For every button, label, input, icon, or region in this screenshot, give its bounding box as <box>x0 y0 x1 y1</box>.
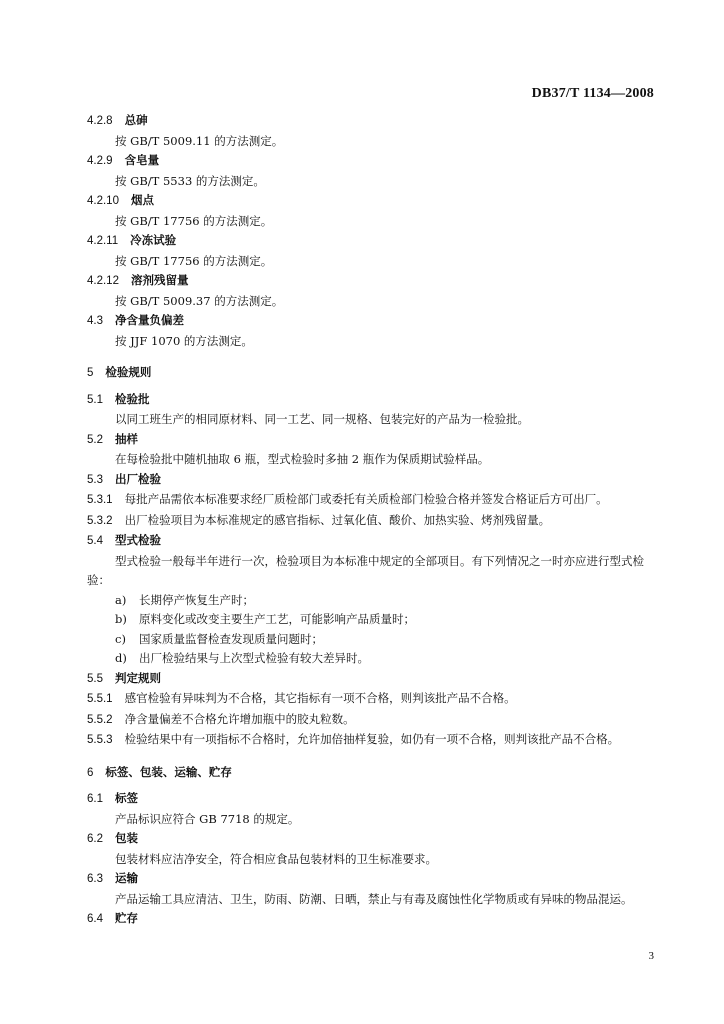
clause-heading <box>87 390 657 411</box>
clause-heading <box>87 191 657 212</box>
clause-text: 感官检验有异味判为不合格，其它指标有一项不合格，则判该批产品不合格。 <box>124 691 516 705</box>
clause-text: 出厂检验项目为本标准规定的感官指标、过氧化值、酸价、加热实验、烤剂残留量。 <box>124 512 551 527</box>
chapter-number: 5 <box>87 367 94 379</box>
clause-heading <box>87 531 657 552</box>
clause-heading <box>87 869 657 890</box>
clause-heading <box>87 271 657 292</box>
list-marker: a) <box>115 592 127 607</box>
clause-title: 包装 <box>115 831 138 845</box>
clause-text: 产品运输工具应清洁、卫生，防雨、防潮、日晒，禁止与有毒及腐蚀性化学物质或有异味的物品混运。 <box>115 891 633 906</box>
clause-heading <box>87 789 657 810</box>
chapter-number: 6 <box>87 766 94 779</box>
list-marker: d) <box>115 651 127 665</box>
clause-title: 出厂检验 <box>115 471 161 486</box>
standard-code: DB37/T 1134—2008 <box>531 86 654 101</box>
clause-number: 5.4 <box>87 535 103 547</box>
clause-title: 检验批 <box>115 391 150 406</box>
clause-title: 含皂量 <box>124 153 160 167</box>
clause-number: 4.2.12 <box>87 275 119 287</box>
clause-paragraph <box>87 730 657 751</box>
clause-text: 净含量偏差不合格允许增加瓶中的胶丸粒数。 <box>124 711 355 726</box>
clause-number: 5.5.1 <box>87 693 113 705</box>
clause-text: 按 GB/T 5533 的方法测定。 <box>115 173 265 188</box>
list-item <box>87 649 657 669</box>
clause-title: 总砷 <box>124 113 148 127</box>
clause-heading <box>87 909 657 930</box>
clause-number: 4.2.11 <box>87 235 119 247</box>
clause-text: 在每检验批中随机抽取 6 瓶，型式检验时多抽 2 瓶作为保质期试验样品。 <box>115 452 490 466</box>
clause-title: 判定规则 <box>115 670 161 685</box>
clause-text: 产品标识应符合 GB 7718 的规定。 <box>115 811 300 826</box>
clause-text: 按 GB/T 5009.11 的方法测定。 <box>115 133 284 148</box>
list-marker: c) <box>115 631 126 646</box>
clause-title: 冷冻试验 <box>130 233 177 247</box>
clause-title: 烟点 <box>130 193 154 207</box>
list-item <box>87 610 657 630</box>
clause-number: 5.1 <box>87 393 103 406</box>
list-item-text: 长期停产恢复生产时； <box>139 592 254 607</box>
clause-number: 5.3 <box>87 473 103 486</box>
clause-title: 标签 <box>115 791 138 805</box>
clause-number: 6.2 <box>87 833 103 845</box>
clause-title: 运输 <box>115 871 138 885</box>
clause-text: 以同工班生产的相同原材料、同一工艺、同一规格、包装完好的产品为一检验批。 <box>115 412 529 426</box>
clause-heading <box>87 311 657 332</box>
clause-number: 4.2.8 <box>87 115 113 127</box>
clause-title: 溶剂残留量 <box>130 273 189 287</box>
document-body <box>87 111 657 930</box>
clause-number: 6.3 <box>87 873 103 885</box>
clause-heading <box>87 470 657 491</box>
clause-heading <box>87 151 657 172</box>
list-item <box>87 630 657 650</box>
clause-number: 5.5.2 <box>87 713 113 726</box>
clause-heading <box>87 111 657 132</box>
clause-text: 按 GB/T 17756 的方法测定。 <box>115 253 273 268</box>
chapter-heading <box>87 763 657 784</box>
clause-number: 4.3 <box>87 315 103 327</box>
clause-number: 5.5.3 <box>87 734 113 746</box>
clause-heading <box>87 430 657 451</box>
chapter-title: 检验规则 <box>105 365 152 379</box>
clause-text: 每批产品需依本标准要求经厂质检部门或委托有关质检部门检验合格并签发合格证后方可出厂。 <box>124 492 608 506</box>
list-item-text: 国家质量监督检查发现质量问题时； <box>139 631 323 646</box>
list-marker: b) <box>115 612 127 626</box>
page-number: 3 <box>648 950 654 962</box>
clause-paragraph <box>87 511 657 532</box>
clause-text: 按 GB/T 17756 的方法测定。 <box>115 213 273 228</box>
clause-number: 5.2 <box>87 433 103 446</box>
clause-title: 抽样 <box>115 431 138 446</box>
clause-text: 检验结果中有一项指标不合格时，允许加倍抽样复验，如仍有一项不合格，则判该批产品不合格。 <box>124 732 620 746</box>
list-item-text: 原料变化或改变主要生产工艺，可能影响产品质量时； <box>139 612 415 626</box>
list-item-text: 出厂检验结果与上次型式检验有较大差异时。 <box>139 651 369 665</box>
clause-paragraph <box>87 710 657 731</box>
clause-heading <box>87 829 657 850</box>
clause-title: 型式检验 <box>115 533 161 547</box>
clause-heading <box>87 669 657 690</box>
clause-number: 4.2.9 <box>87 155 113 167</box>
list-item <box>87 591 657 611</box>
clause-text: 型式检验一般每半年进行一次，检验项目为本标准中规定的全部项目。有下列情况之一时亦应进行型式检验： <box>87 553 644 587</box>
clause-paragraph <box>87 490 657 511</box>
clause-paragraph <box>87 689 657 710</box>
clause-number: 4.2.10 <box>87 195 119 207</box>
clause-number: 6.1 <box>87 793 103 805</box>
clause-number: 5.3.1 <box>87 494 113 506</box>
clause-title: 贮存 <box>115 911 138 925</box>
clause-number: 5.5 <box>87 672 103 685</box>
clause-text: 包装材料应洁净安全，符合相应食品包装材料的卫生标准要求。 <box>115 851 437 866</box>
clause-number: 6.4 <box>87 913 103 925</box>
clause-text: 按 GB/T 5009.37 的方法测定。 <box>115 293 284 308</box>
clause-heading <box>87 231 657 252</box>
clause-number: 5.3.2 <box>87 514 113 527</box>
clause-title: 净含量负偏差 <box>115 313 184 327</box>
chapter-heading <box>87 363 657 384</box>
clause-text: 按 JJF 1070 的方法测定。 <box>115 333 253 348</box>
chapter-title: 标签、包装、运输、贮存 <box>105 764 232 779</box>
